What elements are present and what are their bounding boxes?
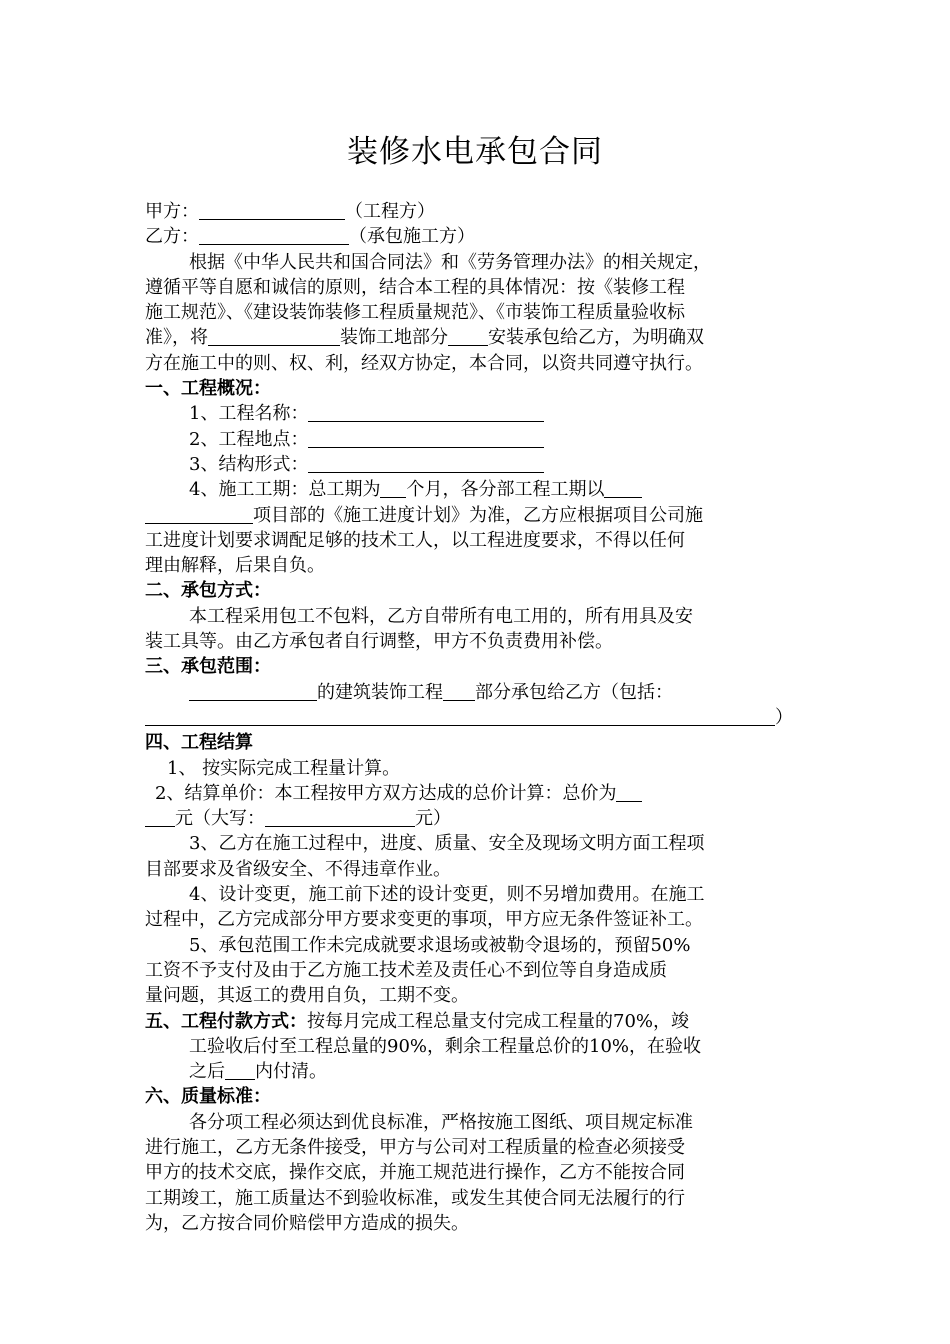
settlement-text: 2、结算单价：本工程按甲方双方达成的总价计算：总价为 bbox=[155, 782, 617, 804]
settlement-line bbox=[145, 806, 810, 831]
project-name-line bbox=[145, 401, 810, 426]
section-heading: 一、工程概况： bbox=[145, 378, 271, 400]
quality-line: 各分项工程必须达到优良标准，严格按施工图纸、项目规定标准 bbox=[189, 1111, 693, 1133]
section-heading: 二、承包方式： bbox=[145, 580, 271, 602]
contract-mode-line: 本工程采用包工不包料，乙方自带所有电工用的，所有用具及安 bbox=[189, 605, 693, 627]
document-title: 装修水电承包合同 bbox=[347, 134, 603, 170]
payment-text: 按每月完成工程总量支付完成工程量的70%，竣 bbox=[307, 1010, 690, 1032]
scope-part-blank bbox=[443, 680, 475, 701]
payment-text: 内付清。 bbox=[255, 1061, 327, 1083]
scope-text: 部分承包给乙方（包括： bbox=[475, 681, 673, 703]
section-heading: 四、工程结算 bbox=[145, 732, 253, 754]
party-b-line bbox=[145, 224, 810, 249]
total-price-blank bbox=[145, 806, 175, 827]
party-a-blank bbox=[199, 199, 345, 220]
scope-text: ） bbox=[775, 706, 793, 728]
preamble-line: 遵循平等自愿和诚信的原则，结合本工程的具体情况：按《装修工程 bbox=[145, 276, 685, 298]
preamble-line: 方在施工中的则、权、利，经双方协定，本合同，以资共同遵守执行。 bbox=[145, 352, 703, 374]
settlement-line: 目部要求及省级安全、不得违章作业。 bbox=[145, 858, 451, 880]
scope-detail-blank bbox=[145, 705, 775, 726]
preamble-line: 施工规范》、《建设装饰装修工程质量规范》、《市装饰工程质量验收标 bbox=[145, 302, 685, 324]
structure-type-line bbox=[145, 452, 810, 477]
quality-line: 工期竣工，施工质量达不到验收标准，或发生其使合同无法履行的行 bbox=[145, 1187, 685, 1209]
scope-line bbox=[145, 705, 810, 730]
party-a-label: 甲方： bbox=[145, 201, 199, 222]
settlement-line: 工资不予支付及由于乙方施工技术差及责任心不到位等自身造成质 bbox=[145, 959, 667, 981]
duration-line: 工进度计划要求调配足够的技术工人，以工程进度要求，不得以任何 bbox=[145, 529, 685, 551]
part-blank bbox=[448, 325, 488, 346]
duration-line bbox=[145, 477, 810, 502]
payment-days-blank bbox=[225, 1059, 255, 1080]
project-location-line bbox=[145, 427, 810, 452]
section-heading: 五、工程付款方式： bbox=[145, 1010, 307, 1032]
preamble-line: 根据《中华人民共和国合同法》和《劳务管理办法》的相关规定， bbox=[189, 251, 711, 273]
party-b-suffix: （承包施工方） bbox=[349, 226, 475, 248]
scope-project-blank bbox=[189, 680, 317, 701]
preamble-text: 安装承包给乙方，为明确双 bbox=[488, 327, 704, 349]
duration-text: 项目部的《施工进度计划》为准，乙方应根据项目公司施 bbox=[253, 504, 703, 526]
quality-line: 甲方的技术交底，操作交底，并施工规范进行操作，乙方不能按合同 bbox=[145, 1162, 685, 1184]
settlement-line: 过程中，乙方完成部分甲方要求变更的事项，甲方应无条件签证补工。 bbox=[145, 909, 703, 931]
project-name-label: 1、工程名称： bbox=[189, 403, 309, 425]
scope-line bbox=[145, 680, 810, 705]
payment-line: 工验收后付至工程总量的90%，剩余工程量总价的10%，在验收 bbox=[189, 1035, 702, 1057]
settlement-text: 元（大写： bbox=[175, 808, 265, 830]
payment-line bbox=[145, 1059, 810, 1084]
amount-in-words-blank bbox=[265, 806, 415, 827]
party-b-label: 乙方： bbox=[145, 226, 199, 248]
quality-line: 为，乙方按合同价赔偿甲方造成的损失。 bbox=[145, 1212, 469, 1234]
duration-line: 理由解释，后果自负。 bbox=[145, 555, 325, 577]
settlement-line: 量问题，其返工的费用自负，工期不变。 bbox=[145, 985, 469, 1007]
quality-line: 进行施工，乙方无条件接受，甲方与公司对工程质量的检查必须接受 bbox=[145, 1136, 685, 1158]
total-price-blank bbox=[616, 781, 642, 802]
duration-line bbox=[145, 503, 810, 528]
settlement-text: 元） bbox=[415, 808, 451, 830]
project-name-blank bbox=[308, 401, 544, 422]
section-heading: 六、质量标准： bbox=[145, 1086, 271, 1108]
settlement-line: 4、设计变更，施工前下述的设计变更，则不另增加费用。在施工 bbox=[189, 884, 705, 906]
site-blank bbox=[208, 325, 340, 346]
duration-text: 个月，各分部工程工期以 bbox=[406, 479, 605, 501]
payment-text: 之后 bbox=[189, 1061, 225, 1083]
party-b-blank bbox=[199, 224, 349, 245]
settlement-line: 5、承包范围工作未完成就要求退场或被勒令退场的，预留50% bbox=[189, 934, 691, 956]
preamble-line bbox=[145, 325, 810, 350]
contract-mode-line: 装工具等。由乙方承包者自行调整，甲方不负责费用补偿。 bbox=[145, 631, 613, 653]
duration-text: 4、施工工期：总工期为 bbox=[189, 479, 381, 501]
project-location-label: 2、工程地点： bbox=[189, 428, 309, 450]
party-a-line bbox=[145, 199, 810, 224]
structure-type-blank bbox=[308, 452, 544, 473]
settlement-line: 3、乙方在施工过程中，进度、质量、安全及现场文明方面工程项 bbox=[189, 833, 705, 855]
schedule-blank bbox=[604, 477, 642, 498]
months-blank bbox=[380, 477, 406, 498]
payment-line bbox=[145, 1009, 810, 1034]
party-a-suffix: （工程方） bbox=[345, 201, 435, 222]
structure-type-label: 3、结构形式： bbox=[189, 453, 309, 475]
settlement-line: 1、 按实际完成工程量计算。 bbox=[167, 757, 401, 779]
settlement-line bbox=[145, 781, 810, 806]
section-heading: 三、承包范围： bbox=[145, 656, 271, 678]
scope-text: 的建筑装饰工程 bbox=[317, 681, 443, 703]
document-body bbox=[145, 199, 810, 1236]
preamble-text: 准》，将 bbox=[145, 327, 208, 349]
schedule-blank bbox=[145, 503, 253, 524]
project-location-blank bbox=[308, 427, 544, 448]
preamble-text: 装饰工地部分 bbox=[340, 327, 448, 349]
